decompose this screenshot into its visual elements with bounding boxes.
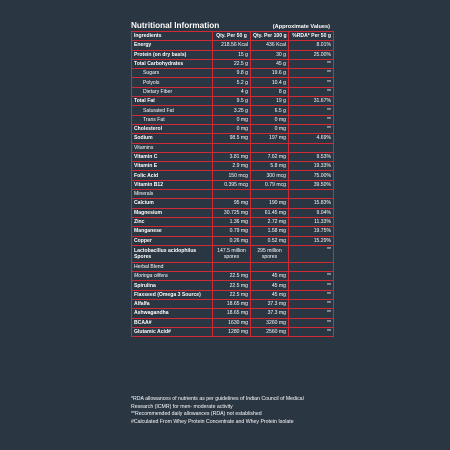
qty-per-50g [213, 190, 251, 199]
rda-percent: ** [289, 78, 334, 87]
rda-percent: ** [289, 124, 334, 133]
rda-percent: 4.69% [289, 134, 334, 143]
qty-per-100g: 197 mg [251, 134, 289, 143]
nutrient-name: Cholesterol [132, 124, 213, 133]
qty-per-100g: 45 mg [251, 272, 289, 281]
nutrient-name: Vitamin C [132, 152, 213, 161]
column-header: %RDA* Per 50 g [289, 32, 334, 41]
qty-per-50g: 2.9 mg [213, 162, 251, 171]
nutrition-table [131, 31, 334, 337]
qty-per-100g: 0.52 mg [251, 236, 289, 245]
rda-percent: 75.00% [289, 171, 334, 180]
nutrient-name: Protein (on dry basis) [132, 50, 213, 59]
nutrient-name: Glutamic Acid# [132, 327, 213, 336]
qty-per-50g: 9.5 g [213, 97, 251, 106]
table-row [132, 327, 334, 336]
qty-per-50g: 15 g [213, 50, 251, 59]
qty-per-100g: 45 g [251, 59, 289, 68]
qty-per-100g [251, 262, 289, 271]
nutrient-name: Saturated Fat [132, 106, 213, 115]
footnote: Research (ICMR) for men- moderate activity [131, 403, 233, 410]
rda-percent: ** [289, 300, 334, 309]
qty-per-50g: 22.5 mg [213, 281, 251, 290]
qty-per-50g: 0 mg [213, 124, 251, 133]
column-header: Qty. Per 50 g [213, 32, 251, 41]
table-row [132, 290, 334, 299]
column-header: Qty. Per 100 g [251, 32, 289, 41]
qty-per-50g: 30.725 mg [213, 208, 251, 217]
rda-percent: 19.33% [289, 162, 334, 171]
rda-percent: ** [289, 87, 334, 96]
qty-per-100g: 295 million spores [251, 245, 289, 262]
nutrient-name: Ashwagandha [132, 309, 213, 318]
table-row [132, 281, 334, 290]
qty-per-100g: 37.3 mg [251, 309, 289, 318]
qty-per-50g: 5.2 g [213, 78, 251, 87]
footnotes [131, 396, 331, 427]
qty-per-50g: 218.56 Kcal [213, 41, 251, 50]
nutrient-name: Zinc [132, 217, 213, 226]
nutrient-name: Flaxseed (Omega 3 Source) [132, 290, 213, 299]
qty-per-50g: 0.395 mcg [213, 180, 251, 189]
qty-per-100g: 0 mg [251, 115, 289, 124]
rda-percent: ** [289, 245, 334, 262]
table-row [132, 300, 334, 309]
table-row [132, 208, 334, 217]
nutrient-name: Magnesium [132, 208, 213, 217]
column-header: Ingredients [132, 32, 213, 41]
rda-percent: 15.83% [289, 199, 334, 208]
qty-per-50g: 0.26 mg [213, 236, 251, 245]
qty-per-50g: 22.5 g [213, 59, 251, 68]
table-row [132, 41, 334, 50]
table-row [132, 59, 334, 68]
nutrient-name: BCAA# [132, 318, 213, 327]
qty-per-100g: 1.58 mg [251, 227, 289, 236]
qty-per-100g: 0.79 mcg [251, 180, 289, 189]
nutrient-name: Polyols [132, 78, 213, 87]
qty-per-50g: 4 g [213, 87, 251, 96]
qty-per-100g: 61.45 mg [251, 208, 289, 217]
rda-percent: ** [289, 69, 334, 78]
table-row [132, 162, 334, 171]
nutrient-name: Calcium [132, 199, 213, 208]
nutrient-name: Total Fat [132, 97, 213, 106]
rda-percent: ** [289, 115, 334, 124]
qty-per-100g: 37.3 mg [251, 300, 289, 309]
table-row [132, 245, 334, 262]
table-row [132, 69, 334, 78]
nutrient-name: Minerals [132, 190, 213, 199]
footnote: *RDA allowances of nutrients as per guidelines of Indian Council of Medical [131, 396, 304, 402]
qty-per-50g: 22.5 mg [213, 290, 251, 299]
table-header-row [132, 32, 334, 41]
nutrient-name: Moringa oilfera [132, 272, 213, 281]
qty-per-50g: 18.65 mg [213, 300, 251, 309]
rda-percent: ** [289, 59, 334, 68]
qty-per-100g: 10.4 g [251, 78, 289, 87]
qty-per-50g: 0 mg [213, 115, 251, 124]
rda-percent [289, 262, 334, 271]
nutrient-name: Sodium [132, 134, 213, 143]
table-row [132, 236, 334, 245]
rda-percent: ** [289, 281, 334, 290]
nutrient-name: Sugars [132, 69, 213, 78]
table-row [132, 217, 334, 226]
nutrient-name: Vitamins [132, 143, 213, 152]
nutrition-panel [131, 10, 331, 337]
qty-per-50g: 3.25 g [213, 106, 251, 115]
qty-per-100g: 2560 mg [251, 327, 289, 336]
qty-per-100g: 8 g [251, 87, 289, 96]
qty-per-100g: 0 mg [251, 124, 289, 133]
title-row [131, 10, 331, 30]
table-row [132, 87, 334, 96]
qty-per-100g: 19 g [251, 97, 289, 106]
rda-percent: ** [289, 318, 334, 327]
nutrient-name: Dietary Fiber [132, 87, 213, 96]
nutrient-name: Herbal Blend [132, 262, 213, 271]
section-row [132, 190, 334, 199]
qty-per-50g: 18.65 mg [213, 309, 251, 318]
rda-percent: ** [289, 272, 334, 281]
rda-percent: 39.50% [289, 180, 334, 189]
qty-per-100g [251, 190, 289, 199]
qty-per-100g: 45 mg [251, 290, 289, 299]
nutrient-name: Vitamin B12 [132, 180, 213, 189]
qty-per-50g: 1630 mg [213, 318, 251, 327]
rda-percent [289, 143, 334, 152]
qty-per-100g: 5.8 mg [251, 162, 289, 171]
qty-per-100g: 7.62 mg [251, 152, 289, 161]
table-row [132, 78, 334, 87]
table-row [132, 134, 334, 143]
nutrition-table-body [132, 32, 334, 337]
qty-per-50g: 9.8 g [213, 69, 251, 78]
table-row [132, 152, 334, 161]
nutrient-name: Spirulina [132, 281, 213, 290]
table-row [132, 180, 334, 189]
table-row [132, 171, 334, 180]
qty-per-100g: 190 mg [251, 199, 289, 208]
table-row [132, 106, 334, 115]
qty-per-50g: 150 mcg [213, 171, 251, 180]
rda-percent [289, 190, 334, 199]
nutrient-name: Trans Fat [132, 115, 213, 124]
qty-per-50g: 0.79 mg [213, 227, 251, 236]
qty-per-50g: 22.5 mg [213, 272, 251, 281]
rda-percent: ** [289, 106, 334, 115]
table-row [132, 50, 334, 59]
qty-per-50g: 3.81 mg [213, 152, 251, 161]
nutrient-name: Total Carbohydrates [132, 59, 213, 68]
nutrient-name: Energy [132, 41, 213, 50]
table-row [132, 272, 334, 281]
approximate-note: (Approximate Values) [272, 24, 330, 30]
qty-per-50g: 1.36 mg [213, 217, 251, 226]
section-row [132, 143, 334, 152]
qty-per-100g: 30 g [251, 50, 289, 59]
qty-per-100g: 45 mg [251, 281, 289, 290]
table-row [132, 97, 334, 106]
qty-per-50g: 95 mg [213, 199, 251, 208]
table-row [132, 115, 334, 124]
rda-percent: ** [289, 327, 334, 336]
qty-per-50g: 147.5 million spores [213, 245, 251, 262]
qty-per-50g [213, 262, 251, 271]
rda-percent: ** [289, 290, 334, 299]
rda-percent: 9.53% [289, 152, 334, 161]
qty-per-100g: 436 Kcal [251, 41, 289, 50]
nutrient-name: Lactobacillus acidophilus Spores [132, 245, 213, 262]
table-row [132, 124, 334, 133]
rda-percent: 9.04% [289, 208, 334, 217]
nutrient-name: Alfalfa [132, 300, 213, 309]
qty-per-100g: 6.5 g [251, 106, 289, 115]
table-row [132, 199, 334, 208]
table-row [132, 318, 334, 327]
qty-per-100g: 2.72 mg [251, 217, 289, 226]
nutrient-name: Manganese [132, 227, 213, 236]
table-row [132, 309, 334, 318]
rda-percent: 15.29% [289, 236, 334, 245]
qty-per-100g [251, 143, 289, 152]
footnote: **Recommended daily allowances (RDA) not established [131, 411, 262, 418]
nutrient-name: Folic Acid [132, 171, 213, 180]
nutrient-name: Copper [132, 236, 213, 245]
rda-percent: 11.33% [289, 217, 334, 226]
rda-percent: 31.67% [289, 97, 334, 106]
rda-percent: 25.00% [289, 50, 334, 59]
qty-per-50g: 98.5 mg [213, 134, 251, 143]
section-row [132, 262, 334, 271]
qty-per-100g: 3260 mg [251, 318, 289, 327]
rda-percent: 8.01% [289, 41, 334, 50]
rda-percent: 19.75% [289, 227, 334, 236]
rda-percent: ** [289, 309, 334, 318]
nutrient-name: Vitamin E [132, 162, 213, 171]
qty-per-50g: 1280 mg [213, 327, 251, 336]
qty-per-100g: 300 mcg [251, 171, 289, 180]
table-row [132, 227, 334, 236]
qty-per-50g [213, 143, 251, 152]
qty-per-100g: 19.6 g [251, 69, 289, 78]
footnote: #Calculated From Whey Protein Concentrate and Whey Protein Isolate [131, 419, 294, 426]
panel-title: Nutritional Information [131, 21, 220, 30]
